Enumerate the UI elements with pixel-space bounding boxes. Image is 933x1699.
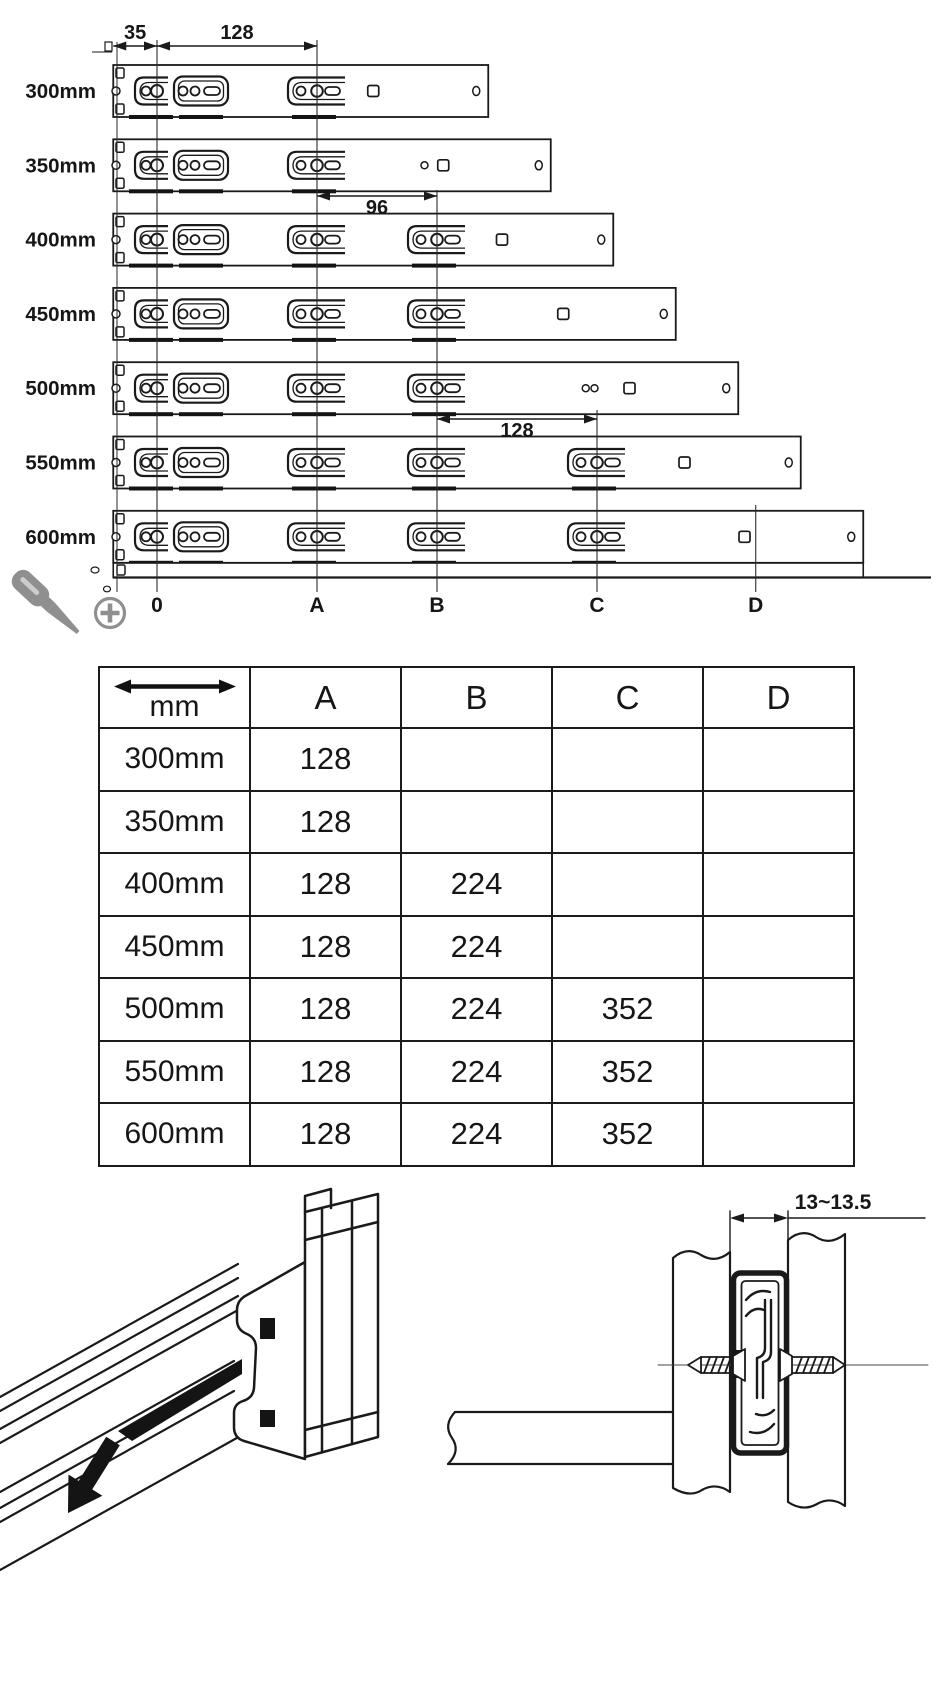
slot-hole [445, 236, 460, 244]
axis-label-D: D [748, 594, 764, 617]
mount-hole [112, 384, 120, 392]
table-cell [703, 1103, 854, 1166]
dimension-label: 96 [365, 197, 389, 219]
row-size-cell: 400mm [99, 853, 250, 916]
table-header-d: D [703, 667, 854, 728]
slot-hole [445, 310, 460, 318]
cap-latch-hole [260, 1318, 275, 1339]
rail-foot [129, 338, 173, 342]
table-cell [552, 853, 703, 916]
table-header-c: C [552, 667, 703, 728]
row-length-label: 500mm [25, 377, 96, 401]
size-table-body [99, 728, 854, 1166]
table-cell [703, 1041, 854, 1104]
mount-hole [297, 235, 306, 244]
pull-out-illustration-svg [0, 1180, 445, 1699]
table-cell [703, 791, 854, 854]
mount-hole [421, 162, 428, 169]
table-cell: 224 [401, 978, 552, 1041]
mount-hole [112, 533, 120, 541]
rail-foot [292, 412, 336, 416]
mount-hole [577, 458, 586, 467]
slot-hole [204, 459, 220, 467]
table-cell: 224 [401, 853, 552, 916]
square-hole [624, 383, 635, 394]
slot-hole [325, 310, 340, 318]
rail-foot [572, 487, 616, 491]
rail-slot [118, 1359, 242, 1441]
table-cell [703, 728, 854, 791]
mount-hole [179, 458, 188, 467]
mount-hole [179, 161, 188, 170]
rail-foot [179, 189, 223, 193]
mount-hole [142, 309, 151, 318]
end-hole [848, 532, 855, 541]
dim-arrowhead [424, 192, 437, 201]
mount-hole [142, 235, 151, 244]
dimension-label: 128 [220, 22, 254, 44]
square-hole [438, 160, 449, 171]
edge-square-hole [117, 565, 125, 575]
mount-hole [577, 532, 586, 541]
slot-hole [325, 533, 340, 541]
rail-foot [179, 338, 223, 342]
row-size-cell: 450mm [99, 916, 250, 979]
phillips-screw-icon [96, 599, 125, 628]
mount-hole [582, 385, 589, 392]
mount-hole [191, 87, 200, 96]
mount-hole [417, 235, 426, 244]
mount-hole [191, 384, 200, 393]
end-hole [535, 161, 542, 170]
drawer-bottom-board [448, 1412, 673, 1464]
table-cell: 128 [250, 728, 401, 791]
outer-rail-lines [0, 1264, 238, 1443]
size-table [98, 666, 855, 1167]
rail-foot [179, 487, 223, 491]
table-cell [703, 853, 854, 916]
rail-foot [292, 264, 336, 268]
row-length-label: 450mm [25, 302, 96, 326]
table-cell: 128 [250, 978, 401, 1041]
rail-foot [179, 412, 223, 416]
cross-section-illustration-svg [440, 1160, 933, 1630]
pull-direction-arrow-icon [51, 1430, 130, 1523]
size-table-head [99, 667, 854, 728]
mount-hole [191, 235, 200, 244]
table-cell: 128 [250, 1103, 401, 1166]
strip-hole [91, 567, 99, 573]
mount-hole [191, 309, 200, 318]
table-header-mm [99, 667, 250, 728]
slot-hole [204, 533, 220, 541]
cabinet-rail-strip [113, 563, 863, 578]
row-size-cell: 550mm [99, 1041, 250, 1104]
mount-hole [142, 458, 151, 467]
mount-hole [297, 458, 306, 467]
table-cell: 128 [250, 791, 401, 854]
table-cell: 224 [401, 1041, 552, 1104]
rail-foot [412, 487, 456, 491]
axis-label-B: B [429, 594, 445, 617]
rail-foot [292, 115, 336, 119]
cap-latch-hole [260, 1410, 275, 1427]
table-cell: 352 [552, 1103, 703, 1166]
mount-hole [191, 532, 200, 541]
row-size-cell: 300mm [99, 728, 250, 791]
end-hole [473, 87, 480, 96]
row-length-label: 550mm [25, 451, 96, 475]
axis-label-A: A [309, 594, 325, 617]
axis-label-0: 0 [151, 594, 163, 617]
row-size-cell: 600mm [99, 1103, 250, 1166]
slot-hole [325, 161, 340, 169]
slot-hole [325, 459, 340, 467]
table-cell: 224 [401, 1103, 552, 1166]
mount-hole [417, 458, 426, 467]
slot-hole [204, 87, 220, 95]
slot-hole [204, 384, 220, 392]
mount-hole [179, 532, 188, 541]
table-cell [552, 728, 703, 791]
end-hole [598, 235, 605, 244]
mount-hole [112, 459, 120, 467]
dim-arrowhead [304, 42, 317, 51]
slot-hole [605, 533, 620, 541]
dim-arrowhead [584, 415, 597, 424]
slot-hole [204, 236, 220, 244]
table-cell: 352 [552, 978, 703, 1041]
rail-foot [179, 115, 223, 119]
mount-hole [142, 161, 151, 170]
square-hole [739, 531, 750, 542]
mount-hole [297, 384, 306, 393]
mount-hole [179, 384, 188, 393]
row-size-cell: 350mm [99, 791, 250, 854]
mount-hole [591, 385, 598, 392]
mount-hole [297, 532, 306, 541]
dim-arrowhead [157, 42, 170, 51]
dimension-diagram-svg [0, 0, 933, 650]
table-cell: 128 [250, 1041, 401, 1104]
table-cell [703, 916, 854, 979]
mount-hole [191, 161, 200, 170]
mount-hole [191, 458, 200, 467]
mount-hole [417, 532, 426, 541]
mount-hole [142, 532, 151, 541]
mount-hole [297, 87, 306, 96]
end-hole [660, 309, 667, 318]
slot-hole [204, 161, 220, 169]
mount-hole [179, 309, 188, 318]
table-cell: 224 [401, 916, 552, 979]
table-cell [703, 978, 854, 1041]
rail-foot [129, 189, 173, 193]
mm-header-label: mm [149, 690, 200, 723]
table-row [99, 1103, 854, 1166]
row-length-label: 350mm [25, 154, 96, 178]
square-hole [679, 457, 690, 468]
mount-hole [179, 87, 188, 96]
screwdriver-icon [8, 566, 86, 641]
dimension-label: 35 [124, 22, 147, 44]
square-hole [558, 308, 569, 319]
rail-foot [292, 487, 336, 491]
table-row [99, 853, 854, 916]
mount-hole [297, 161, 306, 170]
mount-hole [417, 309, 426, 318]
rail-foot [292, 338, 336, 342]
axis-label-C: C [589, 594, 605, 617]
table-cell: 128 [250, 916, 401, 979]
slot-hole [445, 384, 460, 392]
table-cell [401, 791, 552, 854]
mount-hole [142, 87, 151, 96]
table-row [99, 791, 854, 854]
slot-hole [605, 459, 620, 467]
rail-foot [129, 115, 173, 119]
mount-hole [112, 161, 120, 169]
rail-foot [129, 487, 173, 491]
mount-hole [417, 384, 426, 393]
row-length-label: 400mm [25, 228, 96, 252]
slot-hole [325, 87, 340, 95]
table-cell [552, 916, 703, 979]
mount-hole [112, 310, 120, 318]
slot-hole [325, 236, 340, 244]
table-row [99, 728, 854, 791]
row-length-label: 600mm [25, 525, 96, 549]
table-header-a: A [250, 667, 401, 728]
rail-foot [129, 264, 173, 268]
mm-header [100, 679, 249, 723]
row-size-cell: 500mm [99, 978, 250, 1041]
slot-hole [204, 310, 220, 318]
mount-hole [112, 87, 120, 95]
table-cell: 352 [552, 1041, 703, 1104]
end-hole [723, 384, 730, 393]
mount-hole [112, 236, 120, 244]
table-header-b: B [401, 667, 552, 728]
table-cell [552, 791, 703, 854]
rail-foot [129, 412, 173, 416]
slot-hole [445, 459, 460, 467]
row-length-label: 300mm [25, 80, 96, 103]
mount-hole [297, 309, 306, 318]
table-cell [401, 728, 552, 791]
cabinet-channel [305, 1189, 378, 1457]
slot-hole [445, 533, 460, 541]
gap-dimension-label: 13~13.5 [794, 1191, 872, 1214]
square-hole [368, 86, 379, 97]
table-cell: 128 [250, 853, 401, 916]
rail-foot [179, 264, 223, 268]
slot-hole [325, 384, 340, 392]
table-row [99, 978, 854, 1041]
strip-hole [104, 586, 111, 592]
dimension-label: 128 [500, 420, 534, 442]
datum-glyph [105, 42, 112, 51]
rail-foot [412, 264, 456, 268]
mount-hole [179, 235, 188, 244]
end-hole [785, 458, 792, 467]
table-row [99, 916, 854, 979]
table-row [99, 1041, 854, 1104]
mount-hole [142, 384, 151, 393]
square-hole [497, 234, 508, 245]
release-lever-cap [234, 1262, 305, 1459]
rail-foot [412, 338, 456, 342]
